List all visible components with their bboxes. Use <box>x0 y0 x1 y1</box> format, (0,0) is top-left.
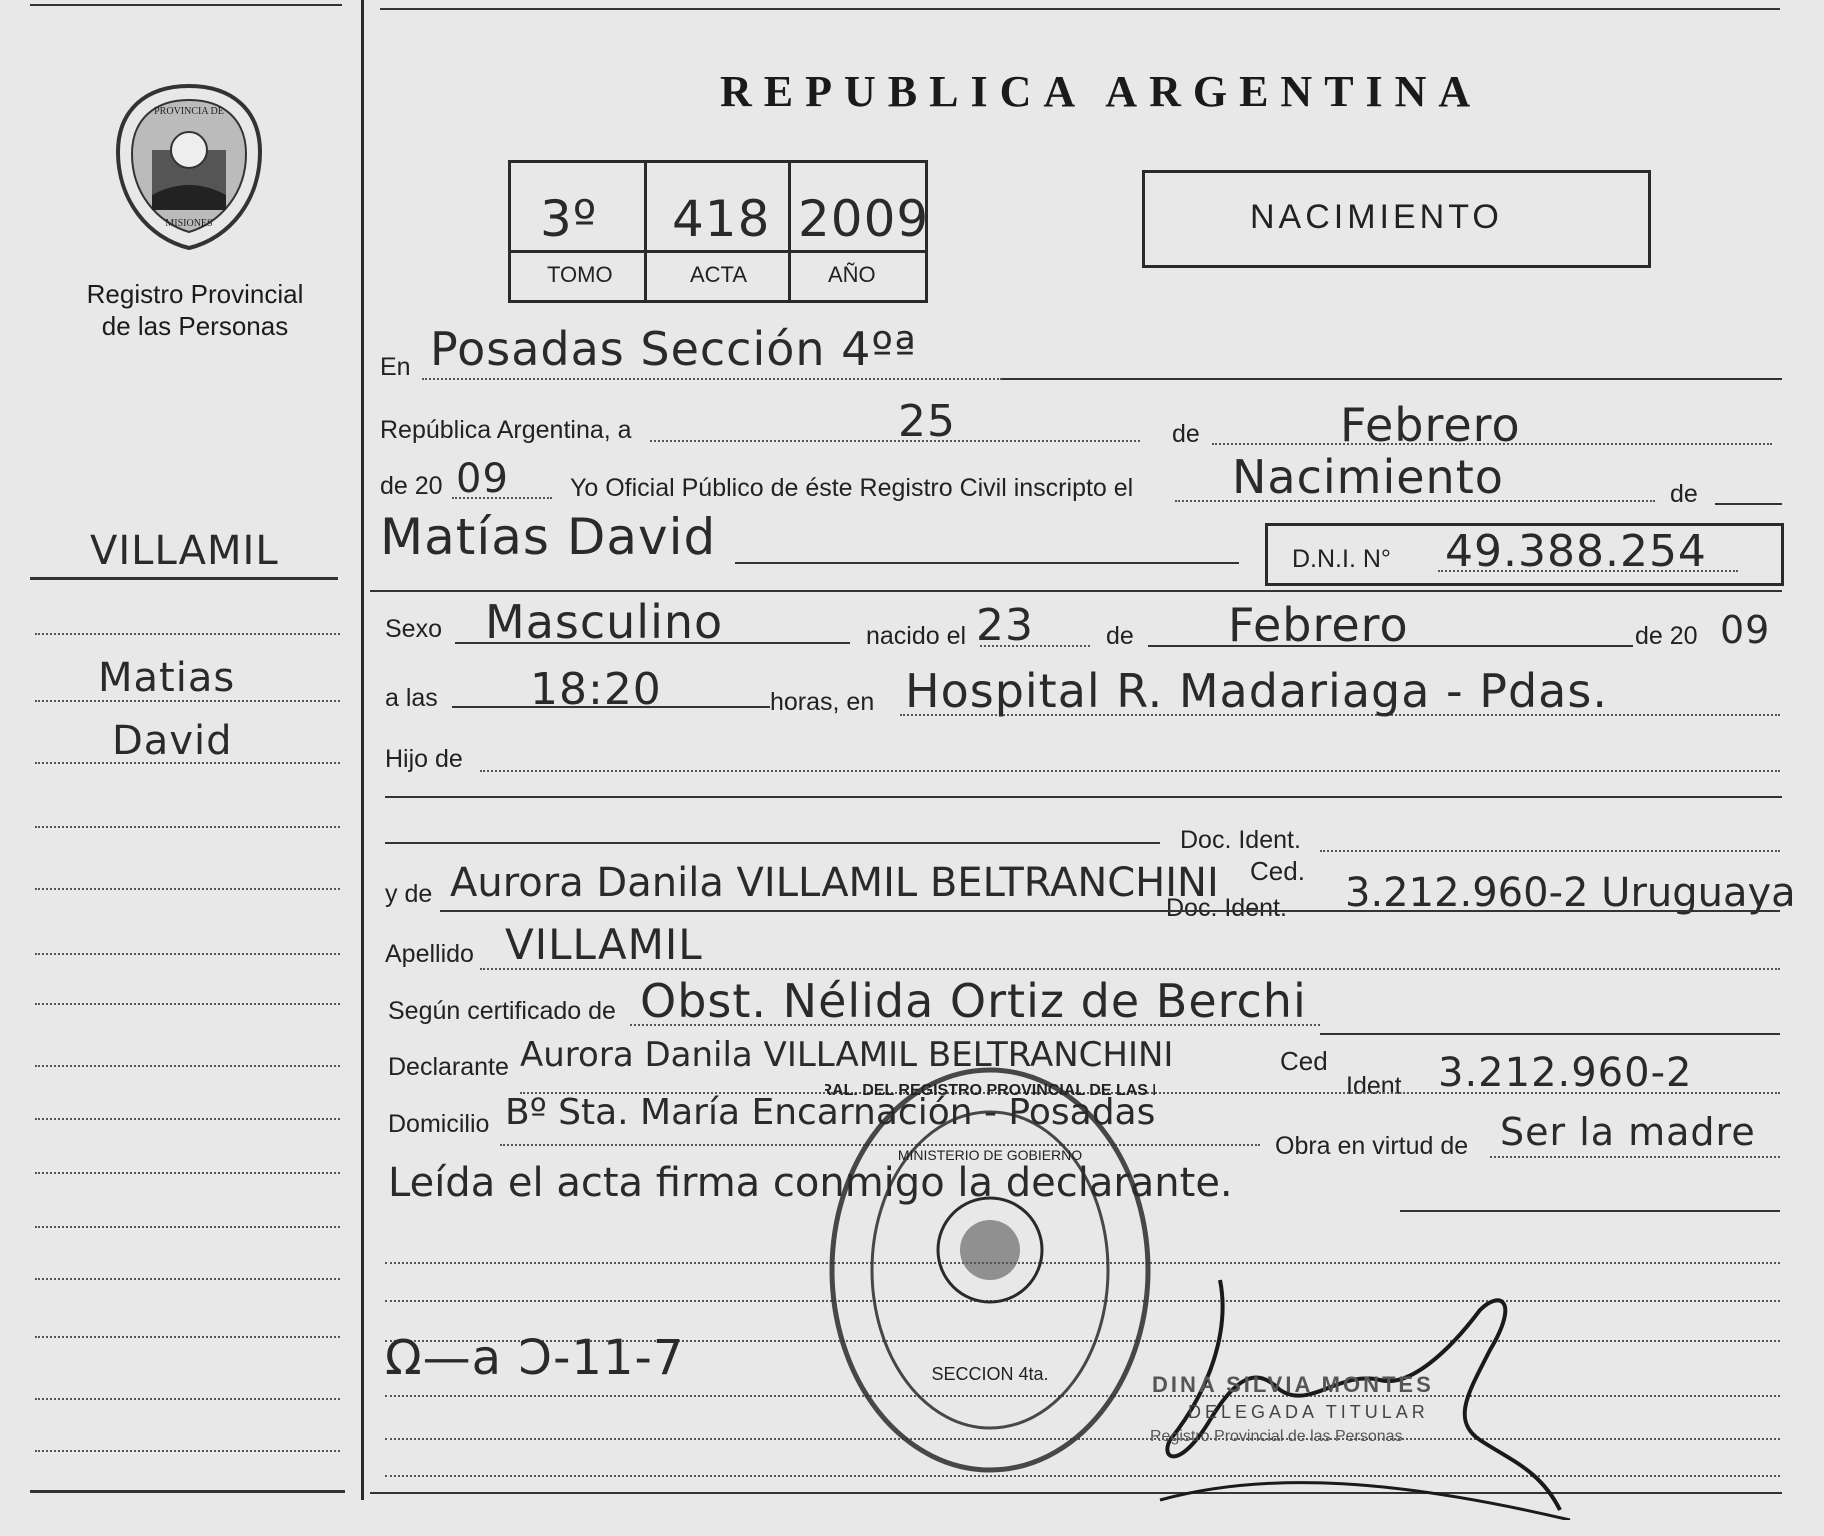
margin-line <box>35 826 340 828</box>
time-value: 18:20 <box>530 664 662 715</box>
place-value: Hospital R. Madariaga - Pdas. <box>905 664 1608 718</box>
doc-ident-label: Doc. Ident. <box>1180 826 1301 854</box>
record-box-hrule <box>508 250 925 253</box>
year-value: 09 <box>456 456 509 502</box>
hijo-label: Hijo de <box>385 745 463 773</box>
declarante-doc-value: 3.212.960-2 <box>1438 1050 1693 1096</box>
margin-annotation: Ω—a Ͻ-11-7 <box>385 1330 685 1386</box>
en-dots <box>422 378 1002 380</box>
dni-label: D.N.I. N° <box>1292 545 1391 573</box>
margin-line <box>35 953 340 955</box>
republica-label: República Argentina, a <box>380 416 632 444</box>
margin-line <box>35 1278 340 1280</box>
leida-value: Leída el acta firma conmigo la declarante. <box>388 1160 1233 1206</box>
margin-line <box>35 1336 340 1338</box>
en-value: Posadas Sección 4ºª <box>430 322 917 376</box>
ced-note-2: Ced <box>1280 1046 1328 1076</box>
top-rule <box>380 8 1780 10</box>
acta-value: 418 <box>672 190 771 248</box>
birth-day-dots <box>980 645 1090 647</box>
segun-dots <box>630 1024 1320 1026</box>
acta-label: ACTA <box>690 262 748 287</box>
record-box-divider <box>788 160 791 300</box>
tomo-label: TOMO <box>547 262 613 287</box>
year-dots <box>452 497 552 499</box>
obra-label: Obra en virtud de <box>1275 1132 1469 1160</box>
year-label: de 20 <box>380 472 443 500</box>
stamp-inner-text: MINISTERIO DE GOBIERNO <box>897 1147 1083 1163</box>
margin-rule-1 <box>30 577 338 580</box>
seal-bottom-text: MISIONES <box>165 218 213 229</box>
sexo-value: Masculino <box>485 595 724 649</box>
en-label: En <box>380 353 411 381</box>
obra-value: Ser la madre <box>1500 1110 1756 1154</box>
de-label-2: de <box>1670 480 1698 508</box>
mother-rule <box>440 910 1780 912</box>
document-title: REPUBLICA ARGENTINA <box>720 67 1483 116</box>
birth-year-value: 09 <box>1720 608 1771 652</box>
day-value: 25 <box>898 396 956 447</box>
doc-ident-dots <box>1320 850 1780 852</box>
yde-label: y de <box>385 880 433 908</box>
top-rule-left <box>30 4 342 6</box>
de-rule-2 <box>1715 503 1782 505</box>
margin-line <box>35 1450 340 1452</box>
seal-top-text: PROVINCIA DE <box>154 106 224 117</box>
signature-name: DINA SILVIA MONTES <box>1152 1372 1434 1397</box>
month-value: Febrero <box>1340 398 1521 452</box>
margin-line <box>35 1065 340 1067</box>
birth-day: 23 <box>976 600 1034 651</box>
segun-rule <box>1320 1033 1780 1035</box>
father-rule <box>385 842 1160 844</box>
anio-label: AÑO <box>828 262 876 287</box>
margin-line <box>35 700 340 702</box>
leida-rule <box>1400 1210 1780 1212</box>
obra-dots <box>1490 1156 1780 1158</box>
margin-line <box>35 1398 340 1400</box>
sexo-rule <box>455 642 850 644</box>
margin-line <box>35 1172 340 1174</box>
en-rule <box>1002 378 1782 380</box>
apellido-label: Apellido <box>385 940 474 968</box>
column-divider <box>361 0 364 1500</box>
declarante-value: Aurora Danila VILLAMIL BELTRANCHINI <box>520 1035 1174 1075</box>
dni-value: 49.388.254 <box>1445 526 1707 577</box>
horas-label: horas, en <box>770 688 875 716</box>
anio-value: 2009 <box>798 190 930 248</box>
de-label-3: de <box>1106 622 1134 650</box>
margin-surname: VILLAMIL <box>90 528 279 574</box>
margin-given-1: Matias <box>98 655 236 701</box>
inscripto-value: Nacimiento <box>1232 450 1504 504</box>
day-dots <box>650 440 1140 442</box>
province-seal <box>112 80 267 255</box>
mother-value: Aurora Danila VILLAMIL BELTRANCHINI <box>450 860 1219 906</box>
margin-line <box>35 1226 340 1228</box>
signature-office: Registro Provincial de las Personas <box>1150 1428 1403 1445</box>
domicilio-value: Bº Sta. María Encarnación - Posadas <box>505 1092 1156 1133</box>
segun-value: Obst. Nélida Ortiz de Berchi <box>640 974 1307 1028</box>
doc-ident-label-2: Doc. Ident. <box>1166 894 1287 922</box>
registry-line-2: de las Personas <box>101 311 289 341</box>
nacido-label: nacido el <box>866 622 967 650</box>
birth-year-label: de 20 <box>1635 622 1698 650</box>
segun-label: Según certificado de <box>388 997 616 1025</box>
sexo-label: Sexo <box>385 615 442 643</box>
apellido-value: VILLAMIL <box>505 920 703 969</box>
name-rule <box>735 562 1239 564</box>
stamp-seccion-text: SECCION 4ta. <box>931 1364 1049 1384</box>
alas-label: a las <box>385 684 438 712</box>
declarante-label: Declarante <box>388 1053 509 1081</box>
hijo-rule-2 <box>385 796 1782 798</box>
official-stamp <box>825 1060 1155 1500</box>
record-box-divider <box>644 160 647 300</box>
oficial-label: Yo Oficial Público de éste Registro Civil inscripto el <box>570 474 1134 502</box>
tomo-value: 3º <box>540 190 598 248</box>
registry-line-1: Registro Provincial <box>86 279 304 309</box>
margin-line <box>35 1003 340 1005</box>
section-rule <box>370 590 1782 592</box>
mother-doc-value: 3.212.960-2 Uruguaya <box>1345 870 1796 916</box>
record-type: NACIMIENTO <box>1250 198 1503 236</box>
margin-given-2: David <box>112 718 233 764</box>
birth-month: Febrero <box>1228 598 1409 652</box>
apellido-dots <box>480 968 1780 970</box>
margin-line <box>35 888 340 890</box>
registry-name <box>40 278 350 342</box>
name-value: Matías David <box>380 508 717 566</box>
margin-line <box>35 633 340 635</box>
margin-bottom-rule <box>30 1490 345 1493</box>
dni-dots <box>1438 570 1738 572</box>
de-label: de <box>1172 420 1200 448</box>
ced-note: Ced. <box>1250 856 1305 886</box>
ident-label: Ident <box>1346 1072 1402 1100</box>
signature-title: DELEGADA TITULAR <box>1188 1402 1429 1422</box>
margin-line <box>35 1118 340 1120</box>
hijo-dots <box>480 770 1780 772</box>
stamp-ring-text: RAL. DEL REGISTRO PROVINCIAL DE LAS <box>825 1082 1148 1099</box>
domicilio-label: Domicilio <box>388 1110 490 1138</box>
margin-line <box>35 762 340 764</box>
